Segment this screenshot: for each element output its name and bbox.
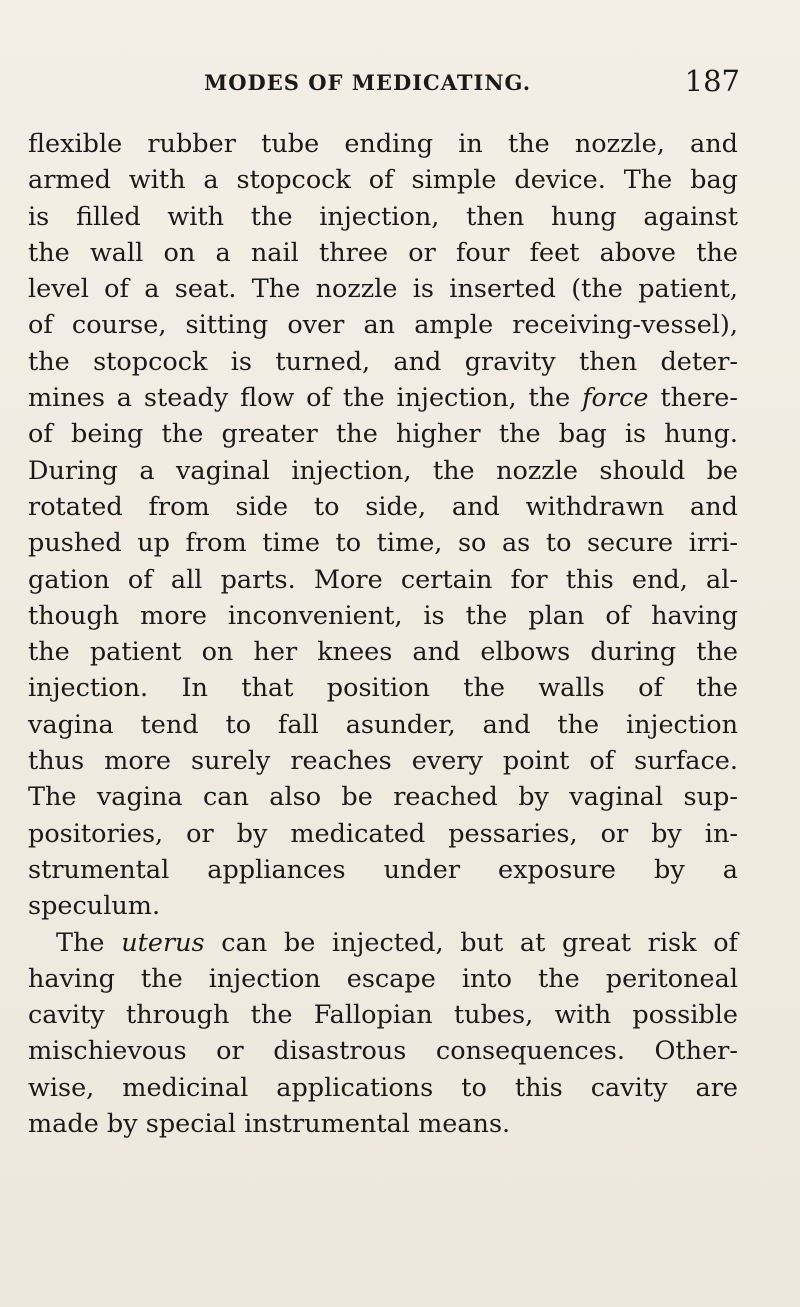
text-segment: mines a steady flow of the injection, the: [28, 383, 583, 414]
text-line: The vagina can also be reached by vaginal sup-: [28, 782, 738, 813]
italic-word: force: [582, 383, 649, 414]
text-line: made by special instrumental means.: [28, 1109, 511, 1140]
text-line: thus more surely reaches every point of surface.: [28, 746, 738, 777]
italic-word: uterus: [121, 927, 205, 958]
text-line-with-italic: [28, 380, 738, 416]
text-line-with-italic: [28, 925, 738, 961]
text-line: level of a seat. The nozzle is inserted (the patient,: [28, 274, 738, 305]
text-segment: can be injected, but at great risk of: [204, 927, 738, 958]
text-line: flexible rubber tube ending in the nozzle, and: [28, 129, 738, 159]
text-line: of course, sitting over an ample receiving-vessel),: [28, 310, 738, 341]
text-line: gation of all parts. More certain for this end, al-: [28, 564, 738, 595]
text-line: the stopcock is turned, and gravity then deter-: [28, 346, 738, 377]
running-head: [204, 64, 740, 100]
text-line: cavity through the Fallopian tubes, with possible: [28, 1000, 738, 1031]
page-number: 187: [684, 64, 740, 98]
text-line: wise, medicinal applications to this cavity are: [28, 1072, 738, 1103]
text-segment: The: [56, 927, 122, 958]
text-line: the wall on a nail three or four feet above the: [28, 237, 738, 268]
text-line: injection. In that position the walls of the: [28, 673, 738, 704]
text-line: armed with a stopcock of simple device. The bag: [28, 165, 738, 196]
text-segment: there-: [648, 383, 738, 414]
running-title: MODES OF MEDICATING.: [204, 70, 532, 95]
text-line: though more inconvenient, is the plan of having: [28, 600, 738, 631]
text-line: strumental appliances under exposure by a: [28, 854, 738, 885]
text-line: pushed up from time to time, so as to secure irri-: [28, 528, 738, 559]
text-line: having the injection escape into the peritoneal: [28, 963, 738, 994]
text-line: During a vaginal injection, the nozzle should be: [28, 455, 738, 486]
text-line: the patient on her knees and elbows during the: [28, 637, 738, 668]
body-text: [28, 126, 738, 1142]
text-line: positories, or by medicated pessaries, or by in-: [28, 818, 738, 849]
text-line: vagina tend to fall asunder, and the injection: [28, 709, 738, 740]
text-line: speculum.: [28, 891, 161, 922]
text-line: mischievous or disastrous consequences. Other-: [28, 1036, 738, 1067]
text-line: rotated from side to side, and withdrawn and: [28, 491, 738, 522]
text-line: is filled with the injection, then hung against: [28, 201, 738, 232]
text-line: of being the greater the higher the bag is hung.: [28, 419, 738, 450]
